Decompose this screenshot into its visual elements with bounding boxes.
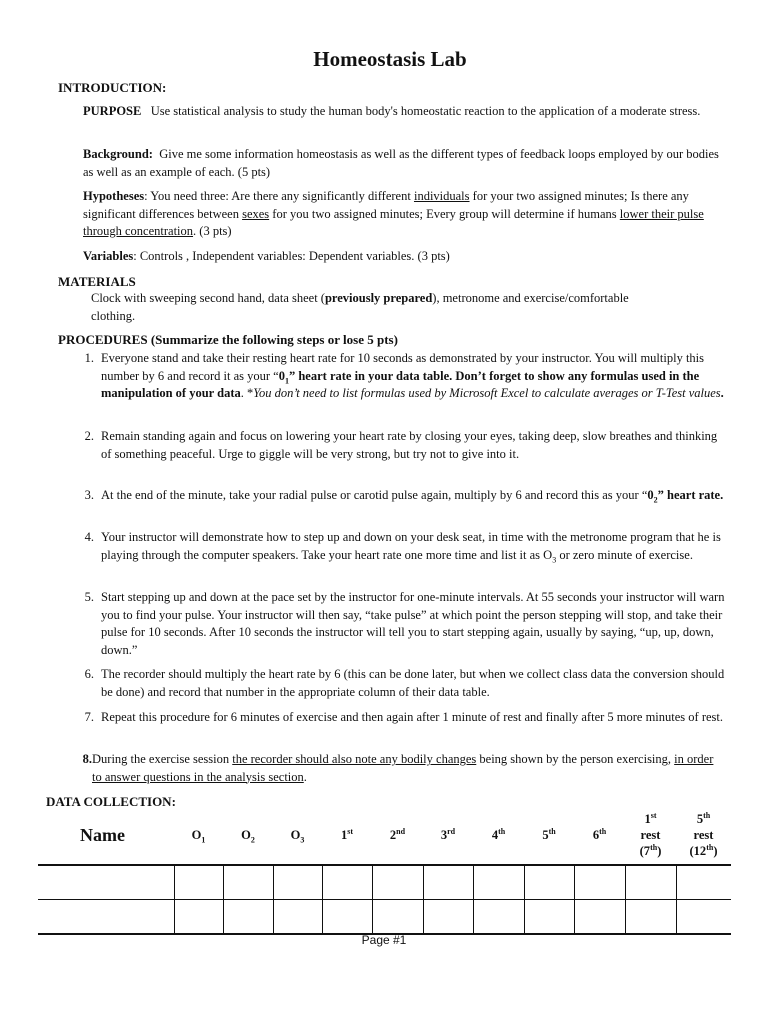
hypotheses-label: Hypotheses [83,189,145,203]
step-text: 0 [647,488,654,502]
table-cell[interactable] [322,865,372,900]
table-cell[interactable] [223,865,273,900]
materials-text: Clock with sweeping second hand, data sheet ( [91,291,325,305]
hypotheses-text: for you two assigned minutes; Every group will determine if humans [269,206,620,221]
step-subscript: 3 [552,555,557,564]
column-header-5th-rest [676,806,731,865]
procedure-step-4 [101,529,726,564]
header-subscript: 2 [250,835,255,845]
table-cell[interactable] [473,865,524,900]
header-text: 6 [592,828,600,842]
header-text: O [290,828,301,842]
table-cell[interactable] [473,900,524,935]
header-text: 1 [340,828,348,842]
variables-text: : Controls , Independent variables: Dependent variables. (3 pts) [133,249,450,263]
column-header-o2 [223,806,273,865]
step-subscript: 2 [653,495,658,505]
column-header-1st [322,806,372,865]
hypotheses-text: . (3 pts) [193,224,232,238]
procedures-heading: PROCEDURES (Summarize the following steps or lose 5 pts) [58,332,398,347]
materials-heading: MATERIALS [58,274,136,289]
step-text: . [303,769,307,784]
header-text: 4 [491,828,499,842]
step-text: Everyone stand and take their resting heart rate for 10 seconds as demonstrated by your instructor. You will multiply this number by 6 and record it as your “ [101,351,705,383]
page-title: Homeostasis Lab [313,47,467,71]
page-number: Page #1 [361,933,407,947]
header-text: rest [693,828,714,842]
column-header-o1 [174,806,223,865]
header-superscript: th [599,826,607,836]
step-subscript: 1 [284,376,289,385]
header-text: O [241,828,251,842]
procedure-step-8 [92,751,726,786]
table-row [38,865,731,900]
table-cell[interactable] [524,865,574,900]
table-cell[interactable] [223,900,273,935]
step-text: ” heart rate. [657,488,724,502]
header-text: (7 [639,844,651,858]
step-number: 1. [84,351,94,365]
table-header-row [38,806,731,865]
header-superscript: nd [396,826,406,836]
table-cell[interactable] [676,865,731,900]
header-text: 5 [696,812,704,826]
step-number: 4. [84,530,94,544]
procedure-step-5: Start stepping up and down at the pace set by the instructor for one-minute intervals. At 55 seconds your instructor will warn you to find your pulse. Your instructor will then say, “take pulse” at which point the person stepping will stop, and take their pulse for 10 seconds. After 10 seconds the instructor will tell you to start stepping again, usually by saying, “up, up, down, down.” [101,590,725,657]
column-header-2nd [372,806,423,865]
step-number: 6. [84,667,94,681]
table-cell[interactable] [625,865,676,900]
table-cell[interactable] [574,900,625,935]
header-text: 5 [542,828,549,842]
materials-paragraph [91,290,631,325]
step-text: . * [240,386,254,400]
purpose-text: Use statistical analysis to study the human body's homeostatic reaction to the application of a moderate stress. [150,104,701,118]
table-cell[interactable] [524,900,574,935]
header-text: ) [713,844,718,858]
step-number: 7. [84,710,94,724]
hypotheses-paragraph [83,188,726,241]
table-cell[interactable] [574,865,625,900]
column-header-6th [574,806,625,865]
step-text: 0 [278,368,285,383]
table-cell[interactable] [273,865,322,900]
variables-label: Variables [83,249,134,263]
step-number: 8. [82,752,92,766]
table-cell-name[interactable] [38,865,174,900]
data-table [38,806,731,935]
header-text: 1 [644,812,651,826]
procedure-step-7: Repeat this procedure for 6 minutes of exercise and then again after 1 minute of rest and finally after 5 more minutes of rest. [101,710,724,724]
step-text: Your instructor will demonstrate how to step up and down on your desk seat, in time with the metronome program that he is playing through the computer speakers. Take your heart rate one more time and list it as O [101,530,721,562]
column-header-5th [524,806,574,865]
table-cell[interactable] [322,900,372,935]
background-text: Give me some information homeostasis as well as the different types of feedback loops employed by our bodies as well as an example of each. (5 pts) [83,147,719,179]
data-collection-heading: DATA COLLECTION: [46,794,176,809]
step-text: ” heart rate in your data table. [288,368,456,383]
purpose-paragraph [83,103,726,121]
hypotheses-underline-individuals: individuals [413,189,470,203]
background-paragraph [83,146,726,181]
step-italic-text: You don’t need to list formulas used by Microsoft Excel to calculate averages or T-Test values [253,386,721,400]
header-superscript: th [706,842,714,852]
column-header-4th [473,806,524,865]
step-underline-text: in order to answer questions in the analysis section [92,752,714,784]
header-superscript: th [498,826,506,836]
step-text: During the exercise session [92,752,233,766]
header-text: rest [640,828,661,842]
materials-text: ), metronome and exercise/comfortable clothing. [91,291,629,323]
step-number: 2. [84,429,94,443]
introduction-heading: INTRODUCTION: [58,80,167,95]
materials-bold: previously prepared [324,291,433,305]
header-superscript: th [703,810,711,820]
step-text: At the end of the minute, take your radial pulse or carotid pulse again, multiply by 6 and record this as your “ [101,488,648,502]
header-text: 3 [440,828,448,842]
header-text: 2 [389,828,397,842]
hypotheses-text: for your two assigned minutes; Is there any significant differences between [83,189,689,221]
table-cell-name[interactable] [38,900,174,935]
background-label: Background: [83,147,153,161]
step-text: . [720,386,724,400]
purpose-label: PURPOSE [83,104,142,118]
table-cell[interactable] [273,900,322,935]
table-cell[interactable] [372,865,423,900]
header-text: ) [657,844,662,858]
step-text: or zero minute of exercise. [556,547,693,562]
variables-paragraph [83,248,726,266]
table-cell[interactable] [676,900,731,935]
procedure-step-3 [101,487,726,505]
table-cell[interactable] [423,900,473,935]
step-number: 5. [84,590,94,604]
table-cell[interactable] [423,865,473,900]
column-header-3rd [423,806,473,865]
column-header-o3 [273,806,322,865]
procedure-step-2: Remain standing again and focus on lowering your heart rate by closing your eyes, taking deep, slow breathes and thinking of something peaceful. Urge to giggle will be very strong, but try not to give into it. [101,429,718,461]
table-cell[interactable] [372,900,423,935]
header-text: (12 [689,844,707,858]
step-bold-text: Don’t forget to show any formulas used in the manipulation of your data [101,368,700,400]
hypotheses-underline-concentration: lower their pulse through concentration [83,206,704,238]
header-subscript: 3 [300,835,305,845]
table-cell[interactable] [625,900,676,935]
column-header-1st-rest [625,806,676,865]
procedure-step-1 [101,350,726,403]
header-superscript: rd [447,826,456,836]
header-subscript: 1 [201,835,206,845]
table-cell[interactable] [174,865,223,900]
step-text: being shown by the person exercising, [476,752,675,766]
header-text: O [191,828,202,842]
table-row [38,900,731,935]
header-superscript: th [548,826,556,836]
hypotheses-text: : You need three: Are there any significantly different [144,189,414,203]
header-superscript: th [650,842,658,852]
column-header-name: Name [38,806,174,865]
table-cell[interactable] [174,900,223,935]
hypotheses-underline-sexes: sexes [242,206,270,221]
header-superscript: st [650,810,657,820]
step-underline-text: the recorder should also note any bodily changes [232,752,477,766]
step-number: 3. [84,488,94,502]
header-superscript: st [347,826,354,836]
procedure-step-6: The recorder should multiply the heart rate by 6 (this can be done later, but when we collect class data the conversion should be done) and record that number in the appropriate column of their data table. [101,667,725,699]
